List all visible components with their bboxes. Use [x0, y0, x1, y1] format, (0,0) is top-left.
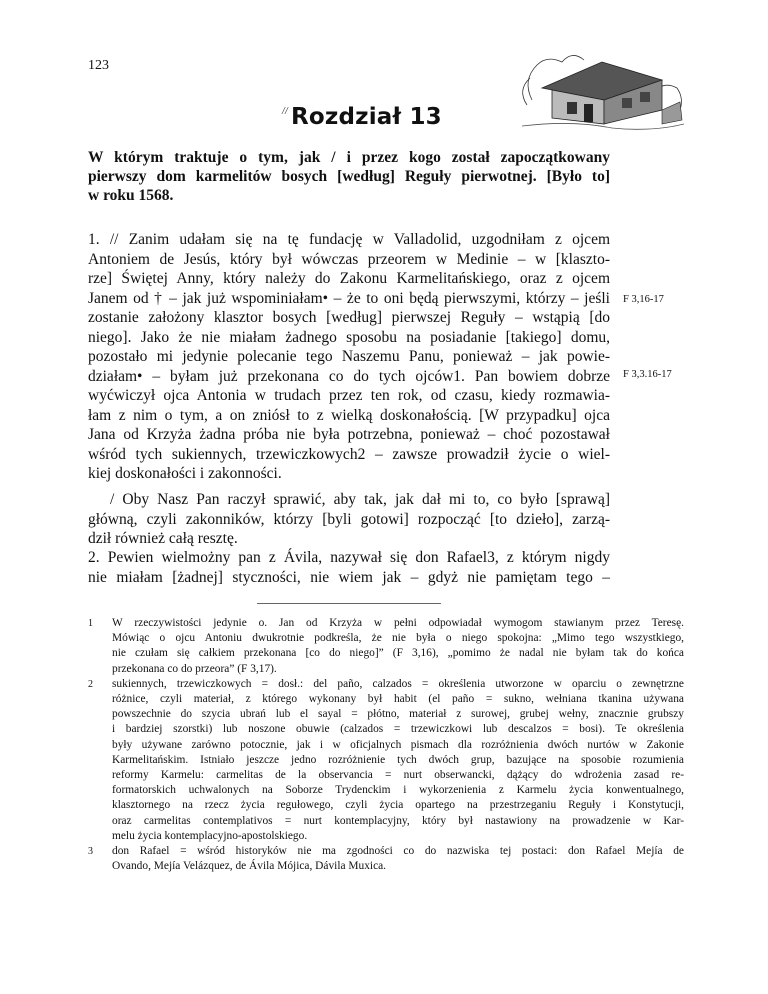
text-line: zostanie założony klasztor bosych [według] pierwszej Reguły – wstąpią [do [88, 309, 610, 326]
margin-reference: F 3,3.16-17 [623, 369, 672, 380]
footnote-2 [88, 677, 684, 844]
footnote-line: różnice, czyli materiał, z którego wykonany był habit (el paño = sukno, wełniana tkanina używana [112, 693, 684, 706]
page-number: 123 [88, 58, 109, 73]
house-illustration [512, 40, 690, 130]
text-line: niego]. Jako że nie miałam żadnego sposobu na posiadanie [takiego] domu, [88, 328, 610, 346]
footnote-line: klasztornego na rzecz życia regułowego, czyli życia opartego na przestrzeganiu Reguły i Konstytucji, [112, 799, 684, 812]
text-line: pozostało mi jedynie polecanie tego Naszemu Panu, ponieważ – jak powie- [88, 348, 610, 365]
footnote-line: powszechnie do szycia ubrań lub el sayal = płótno, materiał z surowej, grubej wełny, znacznie grubszy [112, 708, 684, 721]
subtitle-line: pierwszy dom karmelitów bosych [według] Reguły pierwotnej. [Było to] [88, 168, 610, 185]
text-line: nie miałam [żadnej] styczności, nie wiem jak – gdyż nie pamiętam tego – [88, 568, 610, 586]
text-line: Antoniem de Jesús, który był wówczas przeorem w Medinie – w [klaszto- [88, 250, 610, 268]
footnote-line: Mówiąc o ojcu Antoniu dwukrotnie podkreśla, że nie była o niego spokojna: „Mimo tego wszystkiego, [112, 632, 684, 645]
footnote-line: reformy Karmelu: carmelitas de la observancia = nurt obserwancki, dążący do wdrożenia zasad re- [112, 769, 684, 782]
text-line: 2. Pewien wielmożny pan z Ávila, nazywał się don Rafael3, z którym nigdy [88, 549, 610, 566]
footnote-number: 3 [88, 846, 93, 858]
footnote-number: 2 [88, 678, 93, 690]
footnote-line: oraz carmelitas contemplativos = nurt kontemplacyjny, który był nastawiony na prowadzenie w Kar- [112, 814, 684, 827]
text-line: / Oby Nasz Pan raczył sprawić, aby tak, jak dał mi to, co było [sprawą] [110, 491, 610, 508]
footnote-line: przekonana co do przeora” (F 3,17). [112, 662, 277, 675]
paragraph-1 [88, 230, 610, 484]
text-line: Janem od † – jak już wspominiałam• – że to oni będą pierwszymi, którzy – jeśli [88, 289, 610, 307]
paragraph-2 [88, 490, 610, 549]
footnotes [88, 616, 684, 874]
text-line: kiej doskonałości i zakonności. [88, 465, 282, 482]
footnote-1 [88, 616, 684, 677]
margin-reference: F 3,16-17 [623, 294, 664, 305]
text-line: łam z nim o tym, a on zniósł to z wielką doskonałością. [W przypadku] ojca [88, 406, 610, 424]
footnote-3 [88, 844, 684, 874]
footnote-line: formatorskich uchwalonych na Soborze Trydenckim i wykorzenienia z Karmelu życia konwentualnego, [112, 784, 684, 797]
text-line: wśród tych sukiennych, trzewiczkowych2 – zawsze prowadził życie o wiel- [88, 445, 610, 463]
footnote-line: nie czułam się całkiem przekonana [co do niego]” (F 3,16), „pomimo że nadal nie byłam tak do końca [112, 647, 684, 660]
footnote-line: sukiennych, trzewiczkowych = dosł.: del paño, calzados = określenia utworzone w oparciu o zewnętrzne [112, 677, 684, 690]
text-line: Jana od Krzyża żadna próba nie była potrzebna, ponieważ – choć pozostawał [88, 426, 610, 443]
subtitle-line: w roku 1568. [88, 187, 174, 204]
footnote-number: 1 [88, 618, 93, 629]
footnote-line: były używane zarówno potocznie, jak i w oficjalnych pismach dla rozróżnienia dwóch nurtów w Zakonie [112, 738, 684, 751]
footnote-line: Ovando, Mejía Velázquez, de Ávila Mójica, Dávila Muxica. [112, 860, 387, 873]
chapter-mark: // [282, 106, 288, 117]
text-line: wyćwiczył ojca Antonia w trudach przez ten rok, od czasu, kiedy rozmawia- [88, 387, 610, 404]
footnote-line: i bardziej szorstki) lub noszone obuwie (calzados = trzewiczkowi lub descalzos = bosi). Te określenia [112, 723, 684, 736]
text-line: główną, czyli zakonników, którzy [byli gotowi] rozpocząć [to dzieło], zarzą- [88, 510, 610, 528]
footnote-line: melu życia kontemplacyjno-apostolskiego. [112, 829, 308, 842]
chapter-title-text: Rozdział 13 [290, 104, 442, 130]
footnote-line: don Rafael = wśród historyków nie ma zgodności co do nazwiska tej postaci: don Rafael Mejía de [112, 845, 684, 858]
footnote-separator [257, 603, 441, 604]
subtitle-line: W którym traktuje o tym, jak / i przez kogo został zapoczątkowany [88, 149, 610, 166]
text-line: 1. // Zanim udałam się na tę fundację w Valladolid, uzgodniłam z ojcem [88, 231, 610, 248]
text-line: działam• – byłam już przekonana co do tych ojców1. Pan bowiem dobrze [88, 367, 610, 385]
text-line: rze] Świętej Anny, który należy do Zakonu Karmelitańskiego, oraz z ojcem [88, 270, 610, 287]
footnote-line: Karmelitańskim. Istniało jeszcze jedno rozróżnienie tych dwóch grup, bazujące na sposobie rozumienia [112, 753, 684, 766]
footnote-line: W rzeczywistości jedynie o. Jan od Krzyża w pełni odpowiadał wymogom stawianym przez Teresę. [112, 617, 684, 629]
text-line: dził również całą resztę. [88, 530, 238, 547]
chapter-title [282, 104, 442, 130]
paragraph-3 [88, 548, 610, 587]
chapter-subtitle [88, 148, 610, 205]
